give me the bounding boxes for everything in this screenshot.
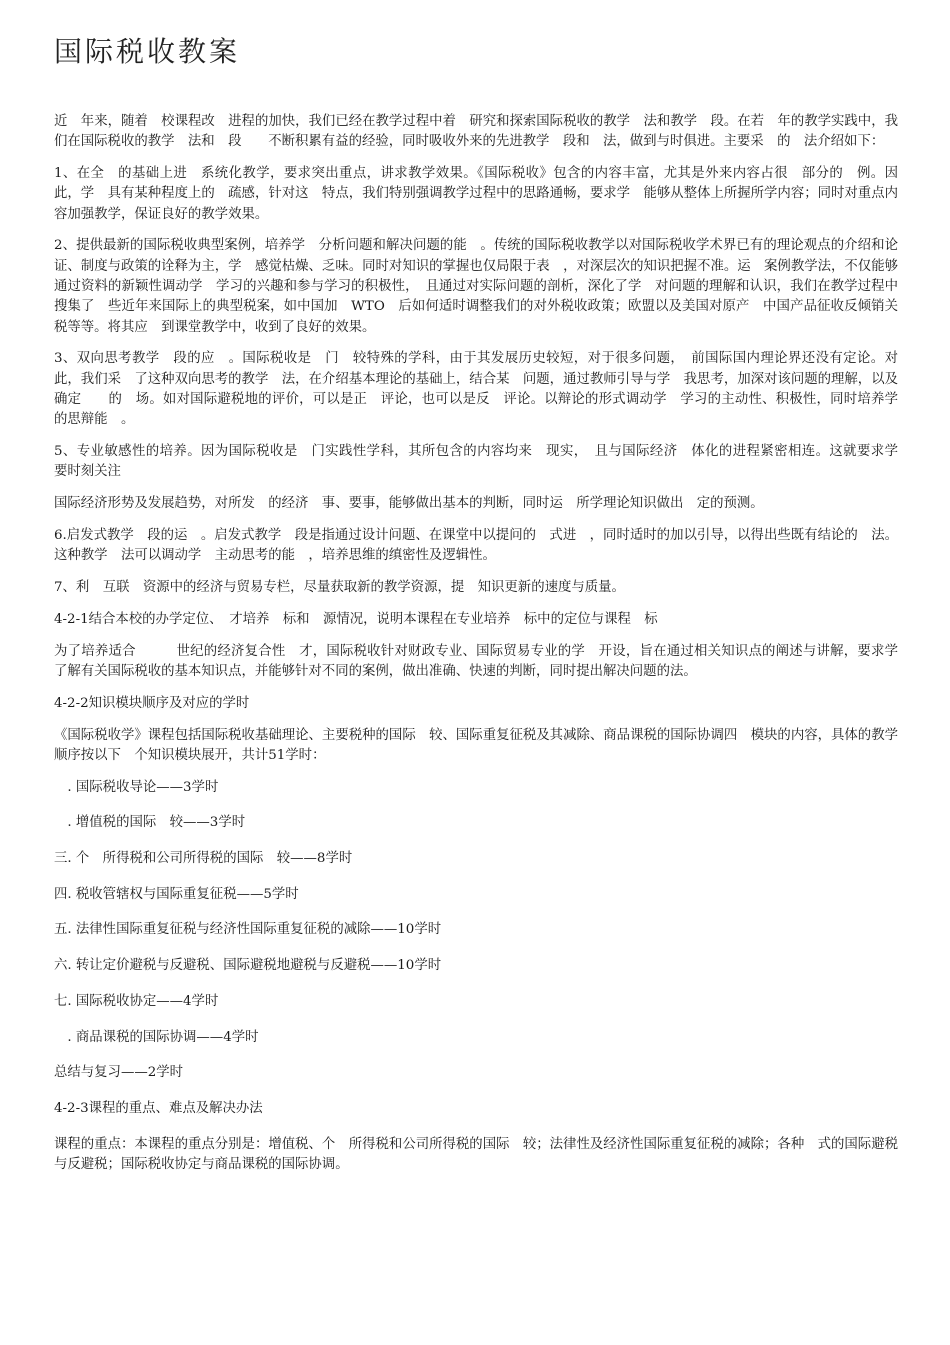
- module-item: 七. 国际税收协定——4学时: [54, 993, 219, 1009]
- point-3-paragraph: 3、双向思考教学 段的应 。国际税收是 门 较特殊的学科，由于其发展历史较短，对于很多问题， 前国际国内理论界还没有定论。对此，我们采 了这种双向思考的教学 法，在介绍基本理论的基础上，结合某 问题，通过教师引导与学 我思考，加深对该问题的理解，以及确定 的 场。如对国际避税地的评价，可以是正 评论，也可以是反 评论。以辩论的形式调动学 学习的主动性、积极性，同时培养学 的思辩能 。: [54, 351, 912, 428]
- module-item: . 商品课税的国际协调——4学时: [54, 1029, 259, 1045]
- module-item: . 国际税收导论——3学时: [54, 779, 219, 795]
- section-heading-4-2-3: 4-2-3课程的重点、难点及解决办法: [54, 1100, 263, 1116]
- module-item: 四. 税收管辖权与国际重复征税——5学时: [54, 886, 299, 902]
- point-6-paragraph: 6.启发式教学 段的运 。启发式教学 段是指通过设计问题、在课堂中以提问的 式进 ，同时适时的加以引导，以得出些既有结论的 法。这种教学 法可以调动学 主动思考的能 ，培养思维的缜密性及逻辑性。: [54, 528, 898, 564]
- point-2-paragraph: 2、提供最新的国际税收典型案例，培养学 分析问题和解决问题的能 。传统的国际税收教学以对国际税收学术界已有的理论观点的介绍和论证、制度与政策的诠释为主，学 感觉枯燥、乏味。同时对知识的掌握也仅局限于表 ，对深层次的知识把握不准。运 案例教学法，不仅能够通过资料的新颖性调动学 学习的兴趣和参与学习的积极性， 且通过对实际问题的剖析，深化了学 对问题的理解和认识，我们在教学过程中搜集了 些近年来国际上的典型税案，如中国加 WTO 后如何适时调整我们的对外税收政策；欧盟以及美国对原产 中国产品征收反倾销关税等等。将其应 到课堂教学中，收到了良好的效果。: [54, 238, 898, 335]
- section-heading-4-2-1: 4-2-1结合本校的办学定位、 才培养 标和 源情况，说明本课程在专业培养 标中的定位与课程 标: [54, 611, 658, 627]
- point-5-continuation: 国际经济形势及发展趋势，对所发 的经济 事、要事，能够做出基本的判断，同时运 所学理论知识做出 定的预测。: [54, 496, 764, 512]
- module-item: 六. 转让定价避税与反避税、国际避税地避税与反避税——10学时: [54, 958, 442, 974]
- point-1-paragraph: 1、在全 的基础上进 系统化教学，要求突出重点，讲求教学效果。《国际税收》包含的内容丰富，尤其是外来内容占很 部分的 例。因此，学 具有某种程度上的 疏感，针对这 特点，我们特别强调教学过程中的思路通畅，要求学 能够从整体上所握所学内容；同时对重点内容加强教学，保证良好的教学效果。: [54, 166, 898, 222]
- module-item: . 增值税的国际 较——3学时: [54, 815, 246, 831]
- document-title: 国际税收教案: [54, 35, 241, 68]
- key-points-paragraph: 课程的重点：本课程的重点分别是：增值税、个 所得税和公司所得税的国际 较；法律性及经济性国际重复征税的减除；各种 式的国际避税与反避税；国际税收协定与商品课税的国际协调。: [54, 1136, 898, 1172]
- intro-paragraph: 近 年来，随着 校课程改 进程的加快，我们已经在教学过程中着 研究和探索国际税收的教学 法和教学 段。在若 年的教学实践中，我们在国际税收的教学 法和 段 不断积累有益的经验，同时吸收外来的先进教学 段和 法，做到与时俱进。主要采 的 法介绍如下：: [54, 114, 898, 150]
- module-item: 总结与复习——2学时: [54, 1065, 184, 1081]
- module-item: 五. 法律性国际重复征税与经济性国际重复征税的减除——10学时: [54, 922, 442, 938]
- section-heading-4-2-2: 4-2-2知识模块顺序及对应的学时: [54, 695, 250, 711]
- module-intro-paragraph: 《国际税收学》课程包括国际税收基础理论、主要税种的国际 较、国际重复征税及其减除、商品课税的国际协调四 模块的内容，具体的教学顺序按以下 个知识模块展开，共计51学时：: [54, 727, 898, 763]
- point-7-paragraph: 7、利 互联 资源中的经济与贸易专栏，尽量获取新的教学资源，提 知识更新的速度与质量。: [54, 580, 625, 596]
- course-positioning-paragraph: 为了培养适合 世纪的经济复合性 才，国际税收针对财政专业、国际贸易专业的学 开设，旨在通过相关知识点的阐述与讲解，要求学 了解有关国际税收的基本知识点，并能够针对不同的案例，做出准确、快速的判断，同时提出解决问题的法。: [54, 643, 912, 680]
- module-item: 三. 个 所得税和公司所得税的国际 较——8学时: [54, 851, 353, 867]
- point-5-paragraph: 5、专业敏感性的培养。因为国际税收是 门实践性学科，其所包含的内容均来 现实， 且与国际经济 体化的进程紧密相连。这就要求学 要时刻关注: [54, 444, 912, 480]
